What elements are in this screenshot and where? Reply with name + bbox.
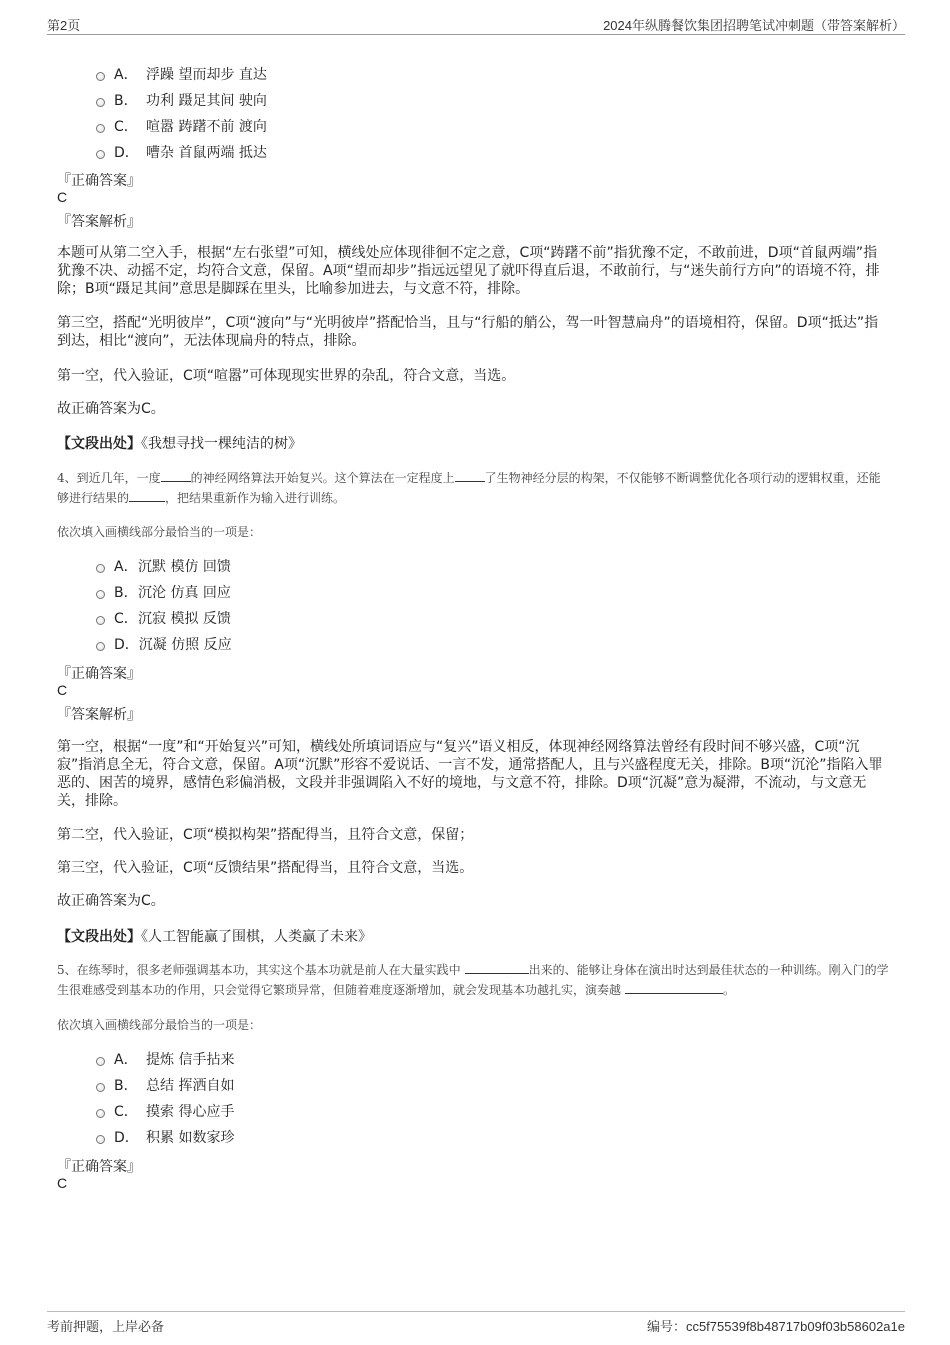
correct-answer-label: 『正确答案』 <box>57 173 141 189</box>
option-c[interactable]: C． 喧嚣 踌躇不前 渡向 <box>96 113 267 139</box>
analysis-paragraph: 第一空，代入验证，C项“喧嚣”可体现现实世界的杂乱，符合文意，当选。 <box>57 368 516 384</box>
analysis-paragraph: 第二空，代入验证，C项“模拟构架”搭配得当，且符合文意，保留； <box>57 827 474 843</box>
analysis-conclusion: 故正确答案为C。 <box>57 401 165 417</box>
page-footer <box>47 1311 905 1342</box>
option-a[interactable]: A． 提炼 信手拈来 <box>96 1046 234 1072</box>
option-d[interactable]: D． 积累 如数家珍 <box>96 1124 234 1150</box>
correct-answer-value: C <box>57 1175 68 1191</box>
question-4-stem: 4、到近几年，一度 的神经网络算法开始复兴。这个算法在一定程度上 了生物神经分层的构架，不仅能够不断调整优化各项行动的逻辑权重，还能够进行结果的 ，把结果重新作为输入进行训练。 <box>57 471 881 505</box>
blank-line <box>465 961 529 974</box>
analysis-paragraph: 本题可从第二空入手，根据“左右张望”可知，横线处应体现徘徊不定之意，C项“踌躇不前”指犹豫不定，不敢前进，D项“首鼠两端”指犹豫不决、动摇不定，均符合文意，保留。A项“望而却步”指远远望见了就吓得直后退，不敢前行，与“迷失前行方向”的语境不符，排除；B项“蹑足其间”意思是脚踩在里头，比喻参加进去，与文意不符，排除。 <box>57 245 880 297</box>
correct-answer-label: 『正确答案』 <box>57 1159 141 1175</box>
option-b[interactable]: B． 沉沦 仿真 回应 <box>96 579 232 605</box>
source-line <box>57 433 302 453</box>
question-5-options <box>96 1046 234 1150</box>
radio-icon[interactable] <box>96 124 105 133</box>
source-title: 《我想寻找一棵纯洁的树》 <box>141 436 302 452</box>
analysis-label: 『答案解析』 <box>57 707 141 723</box>
page-number: 第2页 <box>47 18 81 33</box>
radio-icon[interactable] <box>96 1109 105 1118</box>
question-4-options <box>96 553 232 657</box>
analysis-paragraph: 第三空，代入验证，C项“反馈结果”搭配得当，且符合文意，当选。 <box>57 860 474 876</box>
option-a[interactable]: A． 沉默 模仿 回馈 <box>96 553 232 579</box>
radio-icon[interactable] <box>96 1083 105 1092</box>
radio-icon[interactable] <box>96 72 105 81</box>
question-prompt: 依次填入画横线部分最恰当的一项是： <box>57 1018 262 1032</box>
correct-answer-label: 『正确答案』 <box>57 666 141 682</box>
radio-icon[interactable] <box>96 1135 105 1144</box>
page-header <box>47 12 905 35</box>
source-tag: 【文段出处】 <box>57 436 141 452</box>
blank-line <box>129 489 165 502</box>
footer-slogan: 考前押题，上岸必备 <box>47 1319 165 1334</box>
option-b[interactable]: B． 总结 挥洒自如 <box>96 1072 234 1098</box>
source-tag: 【文段出处】 <box>57 929 141 945</box>
analysis-conclusion: 故正确答案为C。 <box>57 893 165 909</box>
option-c[interactable]: C． 沉寂 模拟 反馈 <box>96 605 232 631</box>
document-title: 2024年纵腾餐饮集团招聘笔试冲刺题（带答案解析） <box>603 18 905 33</box>
radio-icon[interactable] <box>96 616 105 625</box>
radio-icon[interactable] <box>96 98 105 107</box>
document-code: 编号：cc5f75539f8b48717b09f03b58602a1e <box>646 1319 905 1334</box>
blank-line <box>625 981 723 994</box>
option-d[interactable]: D． 嘈杂 首鼠两端 抵达 <box>96 139 267 165</box>
radio-icon[interactable] <box>96 590 105 599</box>
question-3-options <box>96 61 267 165</box>
option-d[interactable]: D． 沉凝 仿照 反应 <box>96 631 232 657</box>
radio-icon[interactable] <box>96 150 105 159</box>
source-line <box>57 926 372 946</box>
option-b[interactable]: B． 功利 蹑足其间 驶向 <box>96 87 267 113</box>
question-prompt: 依次填入画横线部分最恰当的一项是： <box>57 525 262 539</box>
question-5-stem: 5、在练琴时，很多老师强调基本功，其实这个基本功就是前人在大量实践中 出来的、能够让身体在演出时达到最佳状态的一种训练。刚入门的学生很难感受到基本功的作用，只会觉得它繁琐异常，但随着难度逐渐增加，就会发现基本功越扎实，演奏越 。 <box>57 963 889 997</box>
analysis-paragraph: 第三空，搭配“光明彼岸”，C项“渡向”与“光明彼岸”搭配恰当，且与“行船的艄公，驾一叶智慧扁舟”的语境相符，保留。D项“抵达”指到达，相比“渡向”，无法体现扁舟的特点，排除。 <box>57 315 879 349</box>
blank-line <box>455 469 485 482</box>
correct-answer-value: C <box>57 189 68 205</box>
option-a[interactable]: A． 浮躁 望而却步 直达 <box>96 61 267 87</box>
analysis-label: 『答案解析』 <box>57 214 141 230</box>
radio-icon[interactable] <box>96 564 105 573</box>
analysis-paragraph: 第一空，根据“一度”和“开始复兴”可知，横线处所填词语应与“复兴”语义相反，体现神经网络算法曾经有段时间不够兴盛，C项“沉寂”指消息全无，符合文意，保留。A项“沉默”形容不爱说话、一言不发，通常搭配人，且与兴盛程度无关，排除。B项“沉沦”指陷入罪恶的、困苦的境界，感情色彩偏消极，文段并非强调陷入不好的境地，与文意不符，排除。D项“沉凝”意为凝滞，不流动，与文意无关，排除。 <box>57 739 883 809</box>
radio-icon[interactable] <box>96 1057 105 1066</box>
radio-icon[interactable] <box>96 642 105 651</box>
option-c[interactable]: C． 摸索 得心应手 <box>96 1098 234 1124</box>
blank-line <box>161 469 191 482</box>
source-title: 《人工智能赢了围棋，人类赢了未来》 <box>141 929 372 945</box>
correct-answer-value: C <box>57 682 68 698</box>
